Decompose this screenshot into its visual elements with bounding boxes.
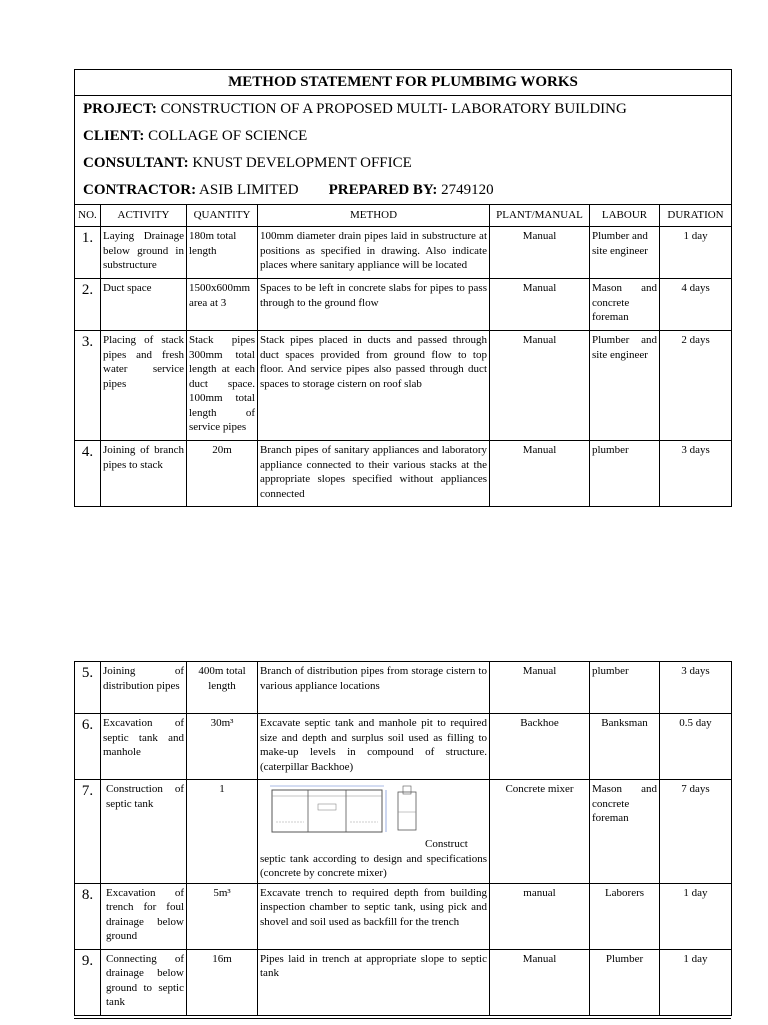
row-method: Spaces to be left in concrete slabs for pipes to pass through to the ground flow bbox=[258, 279, 490, 331]
row-method: 100mm diameter drain pipes laid in substructure at positions as specified in drawing. Also indicate places where sanitary appliance will be located bbox=[258, 227, 490, 279]
row-duration: 2 days bbox=[660, 331, 732, 441]
table-row bbox=[75, 949, 732, 1015]
client-line bbox=[83, 123, 723, 150]
contractor-label: CONTRACTOR: bbox=[83, 182, 197, 198]
row-activity: Excavation of septic tank and manhole bbox=[101, 714, 187, 780]
document-title: METHOD STATEMENT FOR PLUMBIMG WORKS bbox=[75, 70, 732, 96]
row-labour: Plumber and site engineer bbox=[590, 227, 660, 279]
row-activity: Laying Drainage below ground in substructure bbox=[101, 227, 187, 279]
row-activity: Construction of septic tank bbox=[101, 780, 187, 884]
header-no: NO. bbox=[75, 205, 101, 227]
row-duration: 7 days bbox=[660, 780, 732, 884]
row-no: 5. bbox=[75, 662, 101, 714]
row-activity: Excavation of trench for foul drainage below ground bbox=[101, 883, 187, 949]
row-plant: manual bbox=[490, 883, 590, 949]
consultant-value: KNUST DEVELOPMENT OFFICE bbox=[192, 155, 412, 171]
row-quantity: Stack pipes 300mm total length at each duct space. 100mm total length of service pipes bbox=[187, 331, 258, 441]
row-quantity: 20m bbox=[187, 441, 258, 507]
row-plant: Concrete mixer bbox=[490, 780, 590, 884]
row-labour: Mason and concrete foreman bbox=[590, 279, 660, 331]
row-quantity: 1500x600mm area at 3 bbox=[187, 279, 258, 331]
header-duration: DURATION bbox=[660, 205, 732, 227]
row-duration: 3 days bbox=[660, 441, 732, 507]
project-value: CONSTRUCTION OF A PROPOSED MULTI- LABORATORY BUILDING bbox=[160, 101, 627, 117]
project-label: PROJECT: bbox=[83, 101, 157, 117]
row-quantity: 16m bbox=[187, 949, 258, 1015]
row-labour: plumber bbox=[590, 662, 660, 714]
row-quantity: 180m total length bbox=[187, 227, 258, 279]
row-duration: 0.5 day bbox=[660, 714, 732, 780]
table-row bbox=[75, 883, 732, 949]
row-plant: Manual bbox=[490, 441, 590, 507]
row-activity: Placing of stack pipes and fresh water service pipes bbox=[101, 331, 187, 441]
row-duration: 1 day bbox=[660, 227, 732, 279]
row-plant: Manual bbox=[490, 227, 590, 279]
row-duration: 1 day bbox=[660, 949, 732, 1015]
header-method: METHOD bbox=[258, 205, 490, 227]
row-method: Excavate trench to required depth from building inspection chamber to septic tank, using pick and shovel and soil used as backfill for the trench bbox=[258, 883, 490, 949]
row-labour: Mason and concrete foreman bbox=[590, 780, 660, 884]
contractor-value: ASIB LIMITED bbox=[199, 182, 299, 198]
project-info-block bbox=[75, 96, 732, 205]
row-labour: Banksman bbox=[590, 714, 660, 780]
row-no: 8. bbox=[75, 883, 101, 949]
row-no: 4. bbox=[75, 441, 101, 507]
septic-tank-diagram bbox=[268, 782, 423, 837]
method-statement-table-page1 bbox=[74, 69, 732, 507]
header-quantity: QUANTITY bbox=[187, 205, 258, 227]
row-plant: Manual bbox=[490, 331, 590, 441]
row-activity: Joining of distribution pipes bbox=[101, 662, 187, 714]
table-row bbox=[75, 279, 732, 331]
row-no: 6. bbox=[75, 714, 101, 780]
header-plant: PLANT/MANUAL bbox=[490, 205, 590, 227]
row-plant: Backhoe bbox=[490, 714, 590, 780]
row-method-cell bbox=[258, 780, 490, 884]
table-row bbox=[75, 662, 732, 714]
method-statement-table-page2 bbox=[74, 661, 732, 1016]
table-row bbox=[75, 714, 732, 780]
row-quantity: 30m³ bbox=[187, 714, 258, 780]
row-quantity: 400m total length bbox=[187, 662, 258, 714]
consultant-line bbox=[83, 150, 723, 177]
row-activity: Joining of branch pipes to stack bbox=[101, 441, 187, 507]
prepared-by-value: 2749120 bbox=[441, 182, 494, 198]
row-method: Pipes laid in trench at appropriate slope to septic tank bbox=[258, 949, 490, 1015]
row-activity: Duct space bbox=[101, 279, 187, 331]
consultant-label: CONSULTANT: bbox=[83, 155, 189, 171]
contractor-line bbox=[83, 177, 723, 204]
row-no: 2. bbox=[75, 279, 101, 331]
row-no: 9. bbox=[75, 949, 101, 1015]
row-no: 3. bbox=[75, 331, 101, 441]
row-no: 7. bbox=[75, 780, 101, 884]
row-method: Branch of distribution pipes from storage cistern to various appliance locations bbox=[258, 662, 490, 714]
row-labour: Plumber bbox=[590, 949, 660, 1015]
project-line bbox=[83, 96, 723, 123]
row-plant: Manual bbox=[490, 279, 590, 331]
header-activity: ACTIVITY bbox=[101, 205, 187, 227]
row-duration: 3 days bbox=[660, 662, 732, 714]
row-labour: Plumber and site engineer bbox=[590, 331, 660, 441]
row-plant: Manual bbox=[490, 949, 590, 1015]
table-row bbox=[75, 441, 732, 507]
row-method: Stack pipes placed in ducts and passed through duct spaces provided from ground flow to top floor. And service pipes also passed through duct spaces to storage cistern on roof slab bbox=[258, 331, 490, 441]
header-labour: LABOUR bbox=[590, 205, 660, 227]
table-row bbox=[75, 227, 732, 279]
table-row bbox=[75, 331, 732, 441]
table-row bbox=[75, 780, 732, 884]
row-quantity: 1 bbox=[187, 780, 258, 884]
row-labour: Laborers bbox=[590, 883, 660, 949]
row-quantity: 5m³ bbox=[187, 883, 258, 949]
client-label: CLIENT: bbox=[83, 128, 145, 144]
prepared-by-label: PREPARED BY: bbox=[328, 182, 438, 198]
row-method: Excavate septic tank and manhole pit to required size and depth and surplus soil used as filling to make-up levels in compound of structure. (caterpillar Backhoe) bbox=[258, 714, 490, 780]
row-method: Construct septic tank according to design and specifications (concrete by concrete mixer) bbox=[260, 838, 487, 879]
row-duration: 1 day bbox=[660, 883, 732, 949]
table-header-row bbox=[75, 205, 732, 227]
row-plant: Manual bbox=[490, 662, 590, 714]
client-value: COLLAGE OF SCIENCE bbox=[148, 128, 308, 144]
row-labour: plumber bbox=[590, 441, 660, 507]
row-activity: Connecting of drainage below ground to septic tank bbox=[101, 949, 187, 1015]
row-no: 1. bbox=[75, 227, 101, 279]
row-duration: 4 days bbox=[660, 279, 732, 331]
row-method: Branch pipes of sanitary appliances and laboratory appliance connected to their various stacks at the appropriate slopes specified without appliances connected bbox=[258, 441, 490, 507]
